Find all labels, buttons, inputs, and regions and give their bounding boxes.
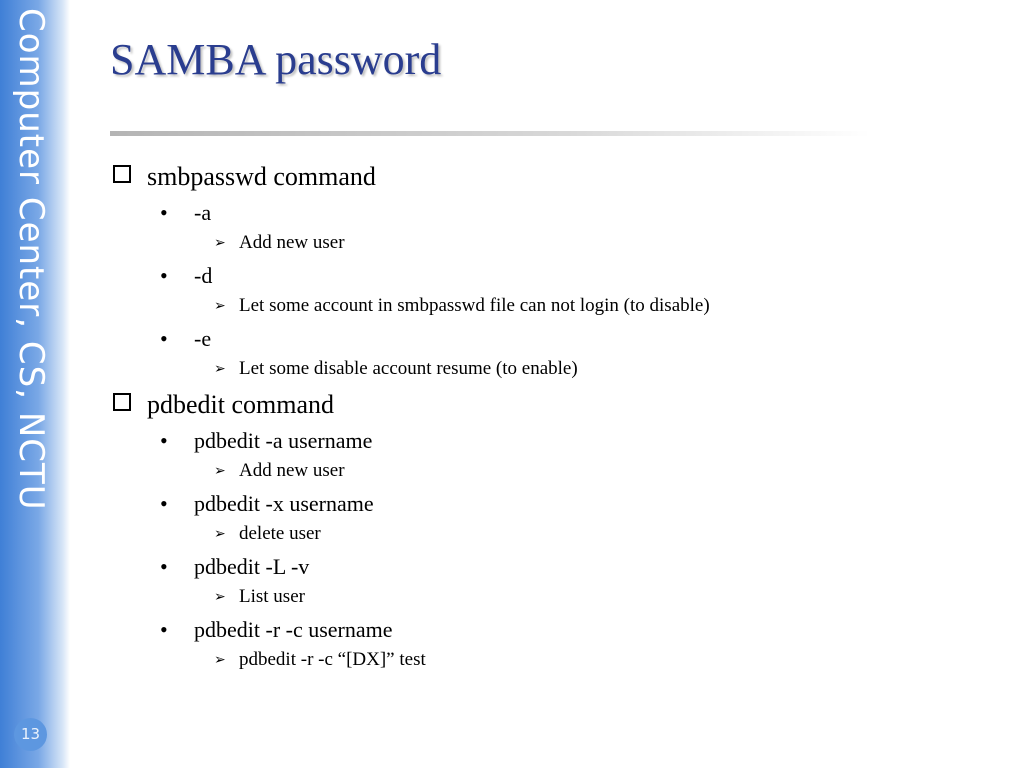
- list-item-detail: ➢ Let some disable account resume (to enable): [214, 358, 578, 379]
- list-item: • -d: [160, 263, 213, 288]
- arrow-bullet-icon: ➢: [214, 361, 226, 377]
- list-item-detail: ➢ List user: [214, 586, 305, 607]
- bullet-dot-icon: •: [160, 554, 168, 579]
- bullet-dot-icon: •: [160, 326, 168, 351]
- list-item: • -a: [160, 200, 212, 225]
- arrow-bullet-icon: ➢: [214, 589, 226, 605]
- slide-title: SAMBA password: [110, 35, 442, 84]
- list-item: • pdbedit -x username: [160, 491, 374, 516]
- sidebar-vertical-text: Computer Center, CS, NCTU: [11, 8, 51, 511]
- bullet-dot-icon: •: [160, 491, 168, 516]
- list-item-detail: ➢ Let some account in smbpasswd file can not login (to disable): [214, 295, 710, 316]
- checkbox-icon: [113, 165, 131, 183]
- list-item-detail: ➢ pdbedit -r -c “[DX]” test: [214, 649, 426, 670]
- bullet-dot-icon: •: [160, 428, 168, 453]
- bullet-dot-icon: •: [160, 263, 168, 288]
- section-heading: pdbedit command: [113, 389, 334, 420]
- arrow-bullet-icon: ➢: [214, 298, 226, 314]
- list-item: • -e: [160, 326, 212, 351]
- list-item: • pdbedit -r -c username: [160, 617, 393, 642]
- arrow-bullet-icon: ➢: [214, 463, 226, 479]
- section-heading: smbpasswd command: [113, 161, 376, 192]
- checkbox-icon: [113, 393, 131, 411]
- list-item: • pdbedit -a username: [160, 428, 373, 453]
- arrow-bullet-icon: ➢: [214, 526, 226, 542]
- bullet-dot-icon: •: [160, 200, 168, 225]
- list-item-detail: ➢ delete user: [214, 523, 321, 544]
- list-item-detail: ➢ Add new user: [214, 232, 345, 253]
- arrow-bullet-icon: ➢: [214, 652, 226, 668]
- list-item-detail: ➢ Add new user: [214, 460, 345, 481]
- list-item: • pdbedit -L -v: [160, 554, 310, 579]
- arrow-bullet-icon: ➢: [214, 235, 226, 251]
- bullet-dot-icon: •: [160, 617, 168, 642]
- page-number-badge: 13: [14, 718, 47, 751]
